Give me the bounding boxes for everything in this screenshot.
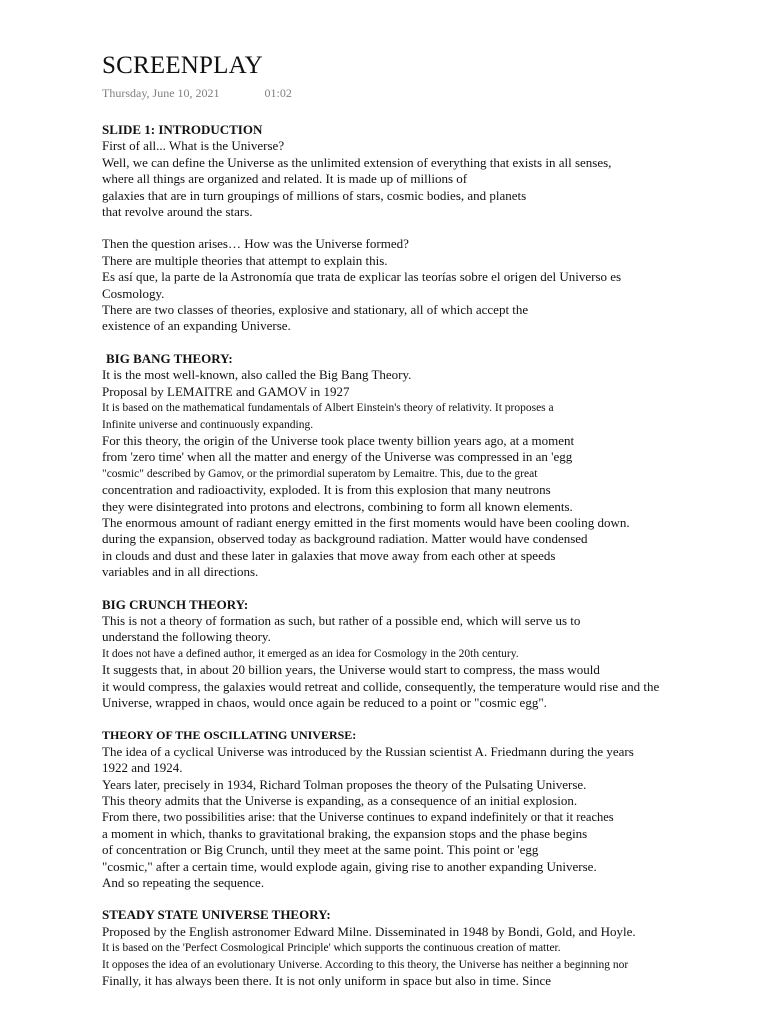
paragraph-line: Finally, it has always been there. It is not only uniform in space but also in time. Since [102,973,552,989]
section-heading: BIG CRUNCH THEORY: [102,596,249,612]
paragraph-line: Years later, precisely in 1934, Richard Tolman proposes the theory of the Pulsating Universe. [102,776,587,792]
paragraph-line: It is based on the mathematical fundamentals of Albert Einstein's theory of relativity. It proposes a [102,402,554,415]
paragraph-line: it would compress, the galaxies would retreat and collide, consequently, the temperature would rise and the [102,678,660,694]
section-steady-state [102,907,702,989]
paragraph-line: The idea of a cyclical Universe was introduced by the Russian scientist A. Friedmann during the years [102,743,634,759]
paragraph-line: galaxies that are in turn groupings of millions of stars, cosmic bodies, and planets [102,187,527,203]
paragraph-line: of concentration or Big Crunch, until they meet at the same point. This point or 'egg [102,842,539,858]
section-big-bang [102,351,702,581]
paragraph-line: This is not a theory of formation as such, but rather of a possible end, which will serve us to [102,612,581,628]
paragraph-line: Proposed by the English astronomer Edward Milne. Disseminated in 1948 by Bondi, Gold, and Hoyle. [102,923,636,939]
section-oscillating-universe [102,727,702,891]
paragraph-line: This theory admits that the Universe is expanding, as a consequence of an initial explosion. [102,793,578,809]
document-date: Thursday, June 10, 2021 [102,86,220,100]
paragraph-line: "cosmic" described by Gamov, or the primordial superatom by Lemaitre. This, due to the great [102,467,538,480]
paragraph-line: Es así que, la parte de la Astronomía que trata de explicar las teorías sobre el origen del Universo es [102,269,622,285]
paragraph-line: There are multiple theories that attempt to explain this. [102,252,388,268]
paragraph-line: they were disintegrated into protons and electrons, combining to form all known elements. [102,498,573,514]
paragraph-line: "cosmic," after a certain time, would explode again, giving rise to another expanding Universe. [102,858,597,874]
section-heading: SLIDE 1: INTRODUCTION [102,122,263,137]
paragraph-line: It opposes the idea of an evolutionary Universe. According to this theory, the Universe has neither a beginning nor [102,958,629,971]
paragraph-line: First of all... What is the Universe? [102,138,285,154]
paragraph-line: Well, we can define the Universe as the unlimited extension of everything that exists in all senses, [102,154,612,170]
paragraph-line: Cosmology. [102,285,165,301]
paragraph-line: understand the following theory. [102,629,271,645]
paragraph-line: It is based on the 'Perfect Cosmological Principle' which supports the continuous creation of matter. [102,942,561,955]
section-big-crunch [102,597,702,712]
paragraph-line: It suggests that, in about 20 billion years, the Universe would start to compress, the mass would [102,662,600,678]
section-introduction [102,122,702,335]
paragraph-line: existence of an expanding Universe. [102,318,291,334]
paragraph-line: a moment in which, thanks to gravitational braking, the expansion stops and the phase begins [102,825,588,841]
document-time: 01:02 [264,86,292,100]
paragraph-line: The enormous amount of radiant energy emitted in the first moments would have been cooling down. [102,514,630,530]
paragraph-line: that revolve around the stars. [102,204,253,220]
document-page [102,52,702,1006]
document-title: SCREENPLAY [102,52,263,79]
paragraph-line: Then the question arises… How was the Universe formed? [102,236,409,252]
paragraph-line: concentration and radioactivity, exploded. It is from this explosion that many neutrons [102,482,551,498]
paragraph-line: It is the most well-known, also called the Big Bang Theory. [102,367,412,383]
paragraph-line: Proposal by LEMAITRE and GAMOV in 1927 [102,383,350,399]
paragraph-line: where all things are organized and related. It is made up of millions of [102,171,468,187]
paragraph-line: For this theory, the origin of the Universe took place twenty billion years ago, at a moment [102,432,575,448]
paragraph-line: It does not have a defined author, it emerged as an idea for Cosmology in the 20th century. [102,647,519,660]
paragraph-gap [102,220,702,236]
section-heading: THEORY OF THE OSCILLATING UNIVERSE: [102,728,357,743]
paragraph-line: Universe, wrapped in chaos, would once again be reduced to a point or "cosmic egg". [102,695,547,710]
paragraph-line: And so repeating the sequence. [102,875,265,891]
section-heading: STEADY STATE UNIVERSE THEORY: [102,907,331,923]
section-heading: BIG BANG THEORY: [106,350,233,366]
paragraph-line: in clouds and dust and these later in galaxies that move away from each other at speeds [102,547,556,563]
paragraph-line: during the expansion, observed today as background radiation. Matter would have condensed [102,531,588,547]
paragraph-line: Infinite universe and continuously expanding. [102,418,314,431]
paragraph-line: 1922 and 1924. [102,760,183,776]
paragraph-line: from 'zero time' when all the matter and energy of the Universe was compressed in an 'egg [102,449,573,465]
paragraph-line: There are two classes of theories, explosive and stationary, all of which accept the [102,302,529,318]
document-meta [102,86,702,100]
paragraph-line: From there, two possibilities arise: that the Universe continues to expand indefinitely or that it reaches [102,810,614,825]
paragraph-line: variables and in all directions. [102,564,259,580]
